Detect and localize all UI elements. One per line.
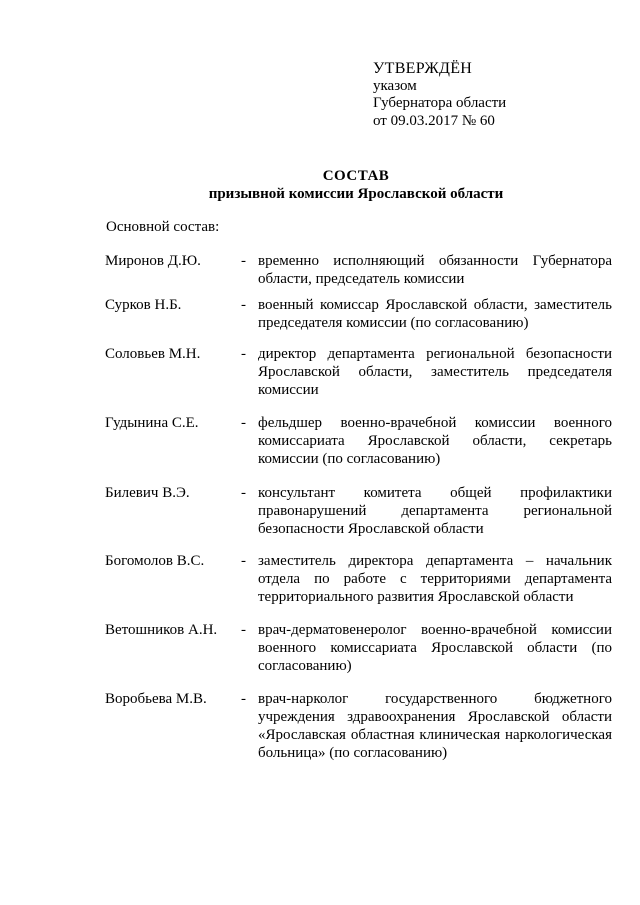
member-dash: - xyxy=(241,415,246,431)
member-name: Миронов Д.Ю. xyxy=(105,253,201,269)
member-name: Воробьева М.В. xyxy=(105,691,207,707)
member-description: консультант комитета общей профилактики правонарушений департамента региональной безопасности Ярославской области xyxy=(258,485,612,537)
member-description: фельдшер военно-врачебной комиссии военного комиссариата Ярославской области, секретарь комиссии (по согласованию) xyxy=(258,415,612,467)
member-name: Сурков Н.Б. xyxy=(105,297,182,313)
title-sub: призывной комиссии Ярославской области xyxy=(208,186,504,202)
member-name: Богомолов В.С. xyxy=(105,553,205,569)
approval-block xyxy=(373,60,506,130)
section-label: Основной состав: xyxy=(106,219,220,235)
member-description: временно исполняющий обязанности Губернатора области, председатель комиссии xyxy=(258,253,612,287)
approval-line-1: указом xyxy=(373,77,417,94)
member-name: Гудынина С.Е. xyxy=(105,415,199,431)
approval-heading: УТВЕРЖДЁН xyxy=(373,60,473,77)
member-name: Соловьев М.Н. xyxy=(105,346,201,362)
member-dash: - xyxy=(241,553,246,569)
member-dash: - xyxy=(241,346,246,362)
member-dash: - xyxy=(241,297,246,313)
member-dash: - xyxy=(241,691,246,707)
member-description: врач-дерматовенеролог военно-врачебной комиссии военного комиссариата Ярославской области (по согласованию) xyxy=(258,622,612,674)
document-title xyxy=(0,167,640,203)
member-name: Ветошников А.Н. xyxy=(105,622,218,638)
member-dash: - xyxy=(241,253,246,269)
member-dash: - xyxy=(241,622,246,638)
member-description: врач-нарколог государственного бюджетного учреждения здравоохранения Ярославской области «Ярославская областная клиническая наркологическая больница» (по согласованию) xyxy=(258,691,612,761)
member-description: заместитель директора департамента – начальник отдела по работе с территориями департамента территориального развития Ярославской области xyxy=(258,553,612,605)
approval-line-2: Губернатора области xyxy=(373,95,507,111)
title-main: СОСТАВ xyxy=(322,168,390,184)
member-description: директор департамента региональной безопасности Ярославской области, заместитель председателя комиссии xyxy=(258,346,612,398)
member-dash: - xyxy=(241,485,246,501)
member-description: военный комиссар Ярославской области, заместитель председателя комиссии (по согласованию) xyxy=(258,297,612,331)
member-name: Билевич В.Э. xyxy=(105,485,190,501)
approval-line-3: от 09.03.2017 № 60 xyxy=(373,112,495,129)
